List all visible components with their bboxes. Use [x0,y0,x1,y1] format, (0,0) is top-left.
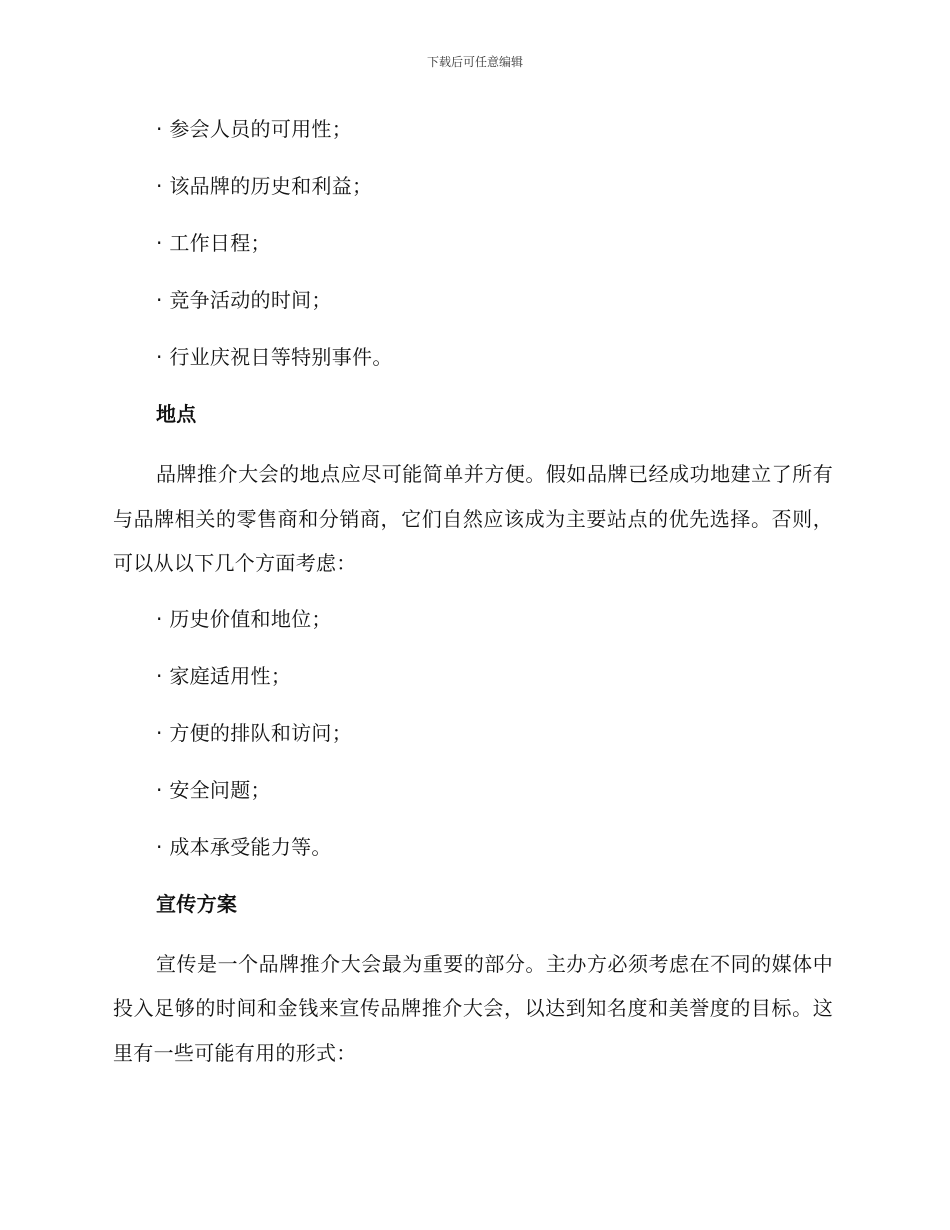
bullet-item: · 竞争活动的时间； [156,288,332,312]
document-body [113,110,833,1089]
bullet-item: · 成本承受能力等。 [156,834,332,859]
paragraph-promotion: 宣传是一个品牌推介大会最为重要的部分。主办方必须考虑在不同的媒体中投入足够的时间和金钱来宣传品牌推介大会，以达到知名度和美誉度的目标。这里有一些可能有用的形式： [113,951,833,1065]
section-heading-promotion: 宣传方案 [156,891,238,916]
bullet-item: · 工作日程； [156,231,271,255]
bullet-item: · 该品牌的历史和利益； [156,174,373,198]
bullet-item: · 行业庆祝日等特别事件。 [156,345,393,369]
bullet-item: · 参会人员的可用性； [156,117,353,141]
bullet-item: · 家庭适用性； [156,663,292,688]
section-heading-location: 地点 [156,402,197,426]
paragraph-location: 品牌推介大会的地点应尽可能简单并方便。假如品牌已经成功地建立了所有与品牌相关的零售商和分销商，它们自然应该成为主要站点的优先选择。否则，可以从以下几个方面考虑： [113,462,833,575]
page-header: 下载后可任意编辑 [426,55,523,69]
bullet-item: · 方便的排队和访问； [156,720,353,745]
bullet-item: · 安全问题； [156,777,271,802]
bullet-item: · 历史价值和地位； [156,606,332,631]
